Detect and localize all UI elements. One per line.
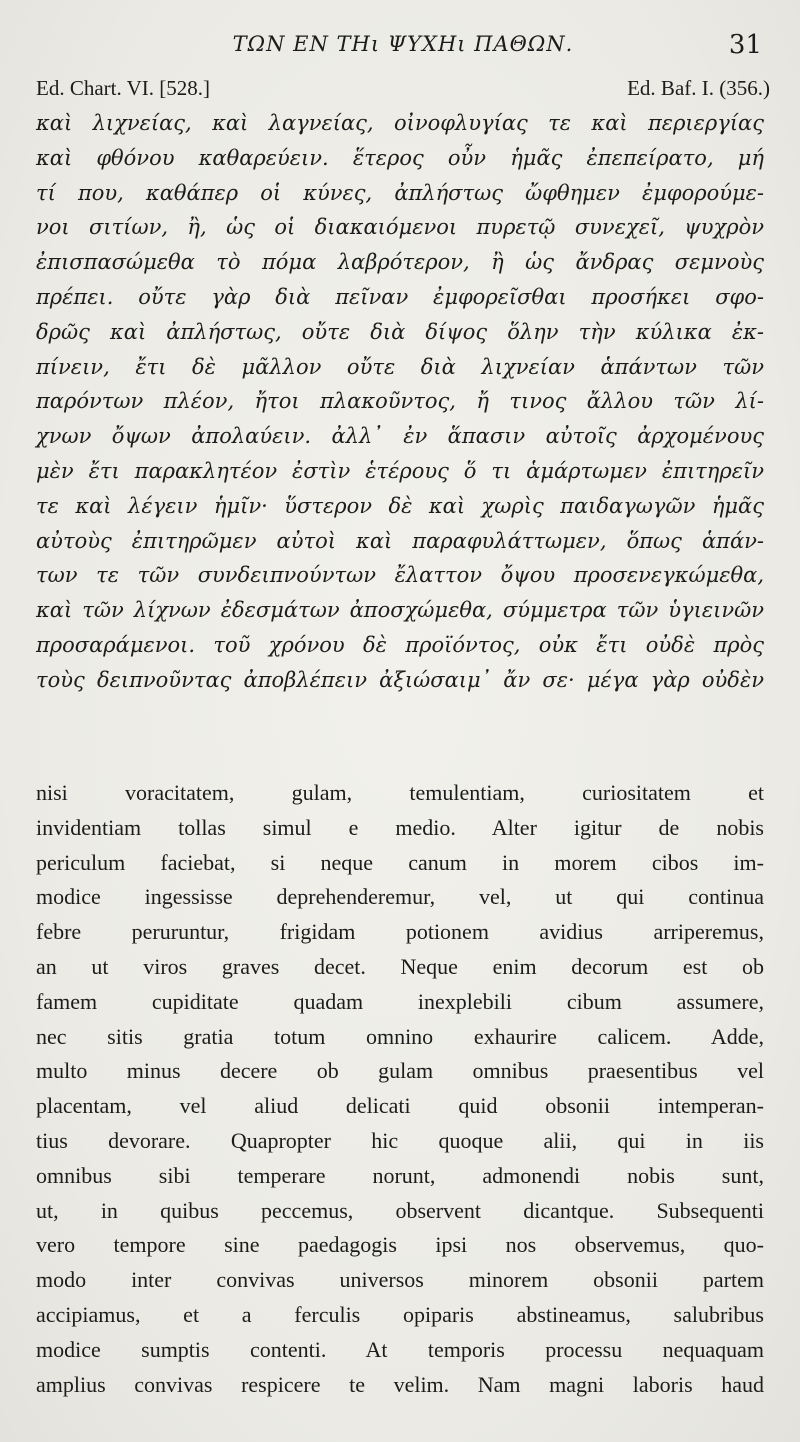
page-number: 31: [728, 30, 762, 60]
greek-text-line: καὶ λιχνείας, καὶ λαγνείας, οἰνοφλυγίας τε καὶ περιεργίας: [36, 111, 764, 135]
latin-text-block: [36, 776, 764, 1402]
greek-text-line: καὶ τῶν λίχνων ἐδεσμάτων ἀποσχώμεθα, σύμμετρα τῶν ὑγιεινῶν: [36, 598, 764, 623]
greek-text-line: νοι σιτίων, ἢ, ὡς οἱ διακαιόμενοι πυρετῷ συνεχεῖ, ψυχρὸν: [36, 215, 764, 240]
greek-text-line: τε καὶ λέγειν ἡμῖν· ὕστερον δὲ καὶ χωρὶς παιδαγωγῶν ἡμᾶς: [36, 493, 764, 518]
greek-text-line: δρῶς καὶ ἀπλήστως, οὔτε διὰ δίψος ὅλην τὴν κύλικα ἐκ-: [36, 319, 764, 344]
latin-text-line: omnibus sibi temperare norunt, admonendi nobis sunt,: [36, 1162, 764, 1188]
latin-text-line: febre peruruntur, frigidam potionem avidius arriperemus,: [36, 919, 764, 945]
running-title: ΤΩΝ ΕΝ ΤΗι ΨΥΧΗι ΠΑΘΩΝ.: [232, 32, 574, 56]
latin-text-line: modice sumptis contenti. At temporis processu nequaquam: [36, 1336, 764, 1362]
edition-ref-basel: Ed. Baf. I. (356.): [627, 76, 770, 100]
edition-references: [36, 76, 770, 106]
latin-text-line: invidentiam tollas simul e medio. Alter igitur de nobis: [36, 814, 764, 840]
greek-text-line: προσαράμενοι. τοῦ χρόνου δὲ προϊόντος, οὐκ ἔτι οὐδὲ πρὸς: [36, 632, 764, 657]
latin-text-line: periculum faciebat, si neque canum in morem cibos im-: [36, 849, 764, 875]
latin-text-line: nisi voracitatem, gulam, temulentiam, curiositatem et: [36, 780, 764, 805]
greek-text-line: πρέπει. οὔτε γὰρ διὰ πεῖναν ἐμφορεῖσθαι προσήκει σφο-: [36, 284, 764, 309]
greek-text-line: τί που, καθάπερ οἱ κύνες, ἀπλήστως ὤφθημεν ἐμφορούμε-: [36, 180, 764, 205]
greek-text-line: καὶ φθόνου καθαρεύειν. ἕτερος οὖν ἡμᾶς ἐπεπείρατο, μή: [36, 145, 764, 170]
latin-text-line: an ut viros graves decet. Neque enim decorum est ob: [36, 953, 764, 979]
latin-text-line: modice ingessisse deprehenderemur, vel, ut qui continua: [36, 884, 764, 910]
latin-text-line: amplius convivas respicere te velim. Nam magni laboris haud: [36, 1371, 764, 1397]
running-head: [36, 22, 770, 62]
greek-text-line: τοὺς δειπνοῦντας ἀποβλέπειν ἀξιώσαιμ᾽ ἄν σε· μέγα γὰρ οὐδὲν: [36, 667, 764, 692]
latin-text-line: ut, in quibus peccemus, observent dicantque. Subsequenti: [36, 1197, 764, 1223]
latin-text-line: vero tempore sine paedagogis ipsi nos observemus, quo-: [36, 1232, 764, 1258]
greek-text-line: χνων ὄψων ἀπολαύειν. ἀλλ᾽ ἐν ἅπασιν αὐτοῖς ἀρχομένους: [36, 424, 764, 449]
latin-text-line: placentam, vel aliud delicati quid obsonii intemperan-: [36, 1093, 764, 1119]
latin-text-line: accipiamus, et a ferculis opiparis abstineamus, salubribus: [36, 1301, 764, 1327]
latin-text-line: modo inter convivas universos minorem obsonii partem: [36, 1267, 764, 1293]
latin-text-line: tius devorare. Quapropter hic quoque alii, qui in iis: [36, 1127, 764, 1153]
latin-text-line: multo minus decere ob gulam omnibus praesentibus vel: [36, 1058, 764, 1084]
greek-text-line: μὲν ἔτι παρακλητέον ἐστὶν ἑτέρους ὅ τι ἁμάρτωμεν ἐπιτηρεῖν: [36, 458, 764, 483]
greek-text-line: αὐτοὺς ἐπιτηρῶμεν αὐτοὶ καὶ παραφυλάττωμεν, ὅπως ἁπάν-: [36, 528, 764, 553]
greek-text-line: των τε τῶν συνδειπνούντων ἔλαττον ὄψου προσενεγκώμεθα,: [36, 563, 764, 588]
latin-text-line: nec sitis gratia totum omnino exhaurire calicem. Adde,: [36, 1023, 764, 1049]
edition-ref-chartier: Ed. Chart. VI. [528.]: [36, 76, 210, 100]
greek-text-line: παρόντων πλέον, ἤτοι πλακοῦντος, ἤ τινος ἄλλου τῶν λί-: [36, 389, 764, 414]
greek-text-line: ἐπισπασώμεθα τὸ πόμα λαβρότερον, ἢ ὡς ἄνδρας σεμνοὺς: [36, 250, 764, 275]
greek-text-block: [36, 106, 764, 698]
greek-text-line: πίνειν, ἔτι δὲ μᾶλλον οὔτε διὰ λιχνείαν ἁπάντων τῶν: [36, 354, 764, 379]
latin-text-line: famem cupiditate quadam inexplebili cibum assumere,: [36, 988, 764, 1014]
